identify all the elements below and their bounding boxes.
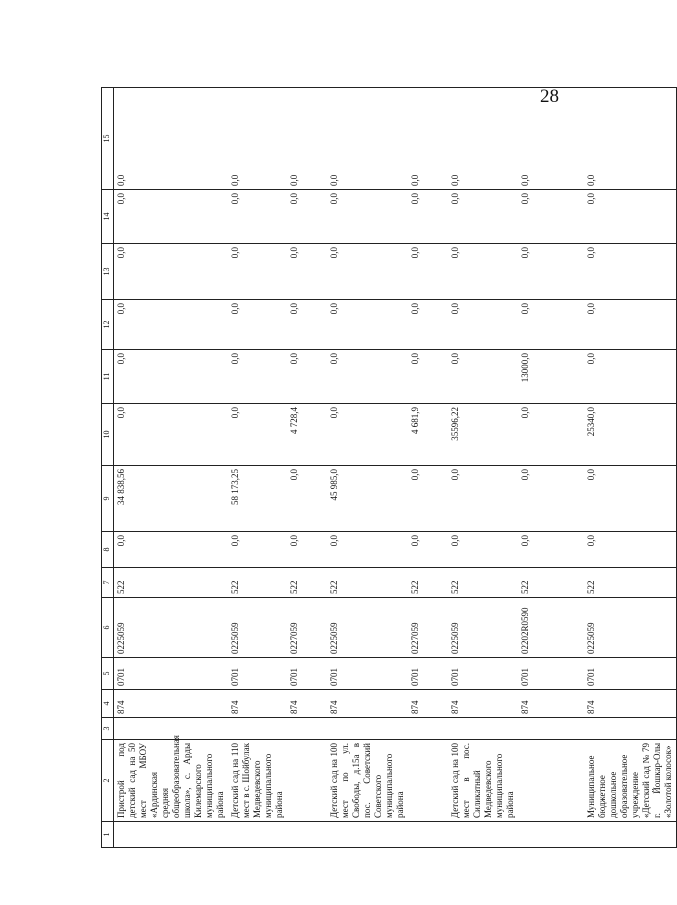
col-header-6: 6: [102, 598, 114, 658]
cell-value-9: 0,0: [448, 466, 518, 532]
cell-value-11: 0,0: [327, 350, 408, 404]
cell-value-9: 34 838,56: [114, 466, 229, 532]
cell-ministry-code: 874: [518, 690, 584, 718]
cell-value-10: 25340,0: [584, 404, 677, 466]
cell-value-8: 0,0: [448, 532, 518, 568]
cell-value-14: 0,0: [408, 190, 448, 244]
cell-value-12: 0,0: [327, 300, 408, 350]
cell-ministry-code: 874: [287, 690, 327, 718]
table-row: [287, 88, 327, 848]
col-header-3: 3: [102, 718, 114, 740]
cell-c3: [408, 718, 448, 740]
cell-value-8: 0,0: [228, 532, 287, 568]
cell-target-article: 0225059: [114, 598, 229, 658]
cell-expense-type: 522: [287, 568, 327, 598]
cell-expense-type: 522: [228, 568, 287, 598]
cell-value-15: 0,0: [228, 88, 287, 190]
cell-value-11: 0,0: [448, 350, 518, 404]
cell-c3: [327, 718, 408, 740]
cell-ministry-code: 874: [228, 690, 287, 718]
cell-value-15: 0,0: [327, 88, 408, 190]
cell-expense-type: 522: [114, 568, 229, 598]
col-header-13: 13: [102, 244, 114, 300]
cell-section-code: 0701: [287, 658, 327, 690]
cell-value-11: 0,0: [287, 350, 327, 404]
cell-value-10: 4 681,9: [408, 404, 448, 466]
cell-object-name: Муниципальное бюджетное дошкольное образовательное учреждение «Детский сад № 79 г. Йошкар-Олы «Золотой колосок»: [584, 740, 677, 822]
cell-value-10: 0,0: [228, 404, 287, 466]
cell-value-9: 45 985,0: [327, 466, 408, 532]
cell-value-12: 0,0: [448, 300, 518, 350]
cell-target-article: 0227059: [287, 598, 327, 658]
cell-c1: [228, 822, 287, 848]
cell-value-8: 0,0: [408, 532, 448, 568]
cell-c3: [287, 718, 327, 740]
cell-object-name: Детский сад на 100 мест по ул. Свободы, д.15а в пос. Советский Советского муниципального района: [327, 740, 408, 822]
cell-value-10: 0,0: [114, 404, 229, 466]
cell-section-code: 0701: [114, 658, 229, 690]
cell-value-8: 0,0: [114, 532, 229, 568]
cell-object-name: [408, 740, 448, 822]
cell-c1: [114, 822, 229, 848]
cell-value-9: 58 173,25: [228, 466, 287, 532]
cell-value-14: 0,0: [114, 190, 229, 244]
cell-value-11: 0,0: [228, 350, 287, 404]
cell-target-article: 0225059: [327, 598, 408, 658]
col-header-14: 14: [102, 190, 114, 244]
cell-target-article: 0227059: [408, 598, 448, 658]
cell-target-article: 02202R0590: [518, 598, 584, 658]
cell-value-14: 0,0: [518, 190, 584, 244]
cell-section-code: 0701: [518, 658, 584, 690]
cell-section-code: 0701: [448, 658, 518, 690]
column-number-row: [102, 88, 114, 848]
cell-value-13: 0,0: [448, 244, 518, 300]
cell-c1: [327, 822, 408, 848]
cell-value-10: 35596,22: [448, 404, 518, 466]
cell-value-11: 0,0: [408, 350, 448, 404]
cell-value-13: 0,0: [327, 244, 408, 300]
table-row: [114, 88, 229, 848]
cell-expense-type: 522: [327, 568, 408, 598]
cell-value-11: 0,0: [114, 350, 229, 404]
cell-ministry-code: 874: [327, 690, 408, 718]
col-header-7: 7: [102, 568, 114, 598]
cell-value-11: 13000,0: [518, 350, 584, 404]
cell-c1: [518, 822, 584, 848]
cell-value-12: 0,0: [114, 300, 229, 350]
cell-object-name: [287, 740, 327, 822]
cell-c1: [584, 822, 677, 848]
cell-ministry-code: 874: [408, 690, 448, 718]
table-row: [518, 88, 584, 848]
cell-value-9: 0,0: [584, 466, 677, 532]
cell-c1: [287, 822, 327, 848]
cell-value-12: 0,0: [584, 300, 677, 350]
cell-c1: [448, 822, 518, 848]
cell-value-11: 0,0: [584, 350, 677, 404]
col-header-12: 12: [102, 300, 114, 350]
cell-value-8: 0,0: [584, 532, 677, 568]
cell-value-15: 0,0: [518, 88, 584, 190]
cell-value-14: 0,0: [228, 190, 287, 244]
cell-c1: [408, 822, 448, 848]
col-header-2: 2: [102, 740, 114, 822]
cell-expense-type: 522: [584, 568, 677, 598]
page-number: 28: [540, 86, 559, 107]
cell-value-14: 0,0: [448, 190, 518, 244]
cell-target-article: 0225059: [584, 598, 677, 658]
cell-ministry-code: 874: [448, 690, 518, 718]
cell-value-9: 0,0: [287, 466, 327, 532]
cell-object-name: Пристрой под детский сад на 50 мест МБОУ «Ардинская средняя общеобразовательная школа», с. Арды Килемарского муниципального района: [114, 740, 229, 822]
cell-value-13: 0,0: [114, 244, 229, 300]
cell-value-15: 0,0: [584, 88, 677, 190]
table-row: [408, 88, 448, 848]
cell-value-13: 0,0: [287, 244, 327, 300]
col-header-9: 9: [102, 466, 114, 532]
col-header-4: 4: [102, 690, 114, 718]
table-row: [448, 88, 518, 848]
cell-value-15: 0,0: [287, 88, 327, 190]
cell-section-code: 0701: [327, 658, 408, 690]
cell-value-12: 0,0: [287, 300, 327, 350]
cell-section-code: 0701: [408, 658, 448, 690]
table-row: [228, 88, 287, 848]
cell-value-10: 0,0: [518, 404, 584, 466]
table-row: [327, 88, 408, 848]
cell-expense-type: 522: [408, 568, 448, 598]
cell-c3: [228, 718, 287, 740]
cell-ministry-code: 874: [114, 690, 229, 718]
cell-c3: [448, 718, 518, 740]
cell-expense-type: 522: [518, 568, 584, 598]
col-header-1: 1: [102, 822, 114, 848]
cell-c3: [518, 718, 584, 740]
cell-value-8: 0,0: [287, 532, 327, 568]
cell-object-name: Детский сад на 100 мест в пос. Силикатный Медведевского муниципального района: [448, 740, 518, 822]
cell-c3: [584, 718, 677, 740]
cell-value-8: 0,0: [327, 532, 408, 568]
cell-ministry-code: 874: [584, 690, 677, 718]
cell-value-12: 0,0: [408, 300, 448, 350]
col-header-10: 10: [102, 404, 114, 466]
cell-value-13: 0,0: [518, 244, 584, 300]
cell-expense-type: 522: [448, 568, 518, 598]
cell-object-name: [518, 740, 584, 822]
cell-value-15: 0,0: [448, 88, 518, 190]
cell-target-article: 0225059: [448, 598, 518, 658]
table-row: [584, 88, 677, 848]
cell-value-8: 0,0: [518, 532, 584, 568]
cell-section-code: 0701: [228, 658, 287, 690]
cell-target-article: 0225059: [228, 598, 287, 658]
cell-section-code: 0701: [584, 658, 677, 690]
cell-value-10: 4 728,4: [287, 404, 327, 466]
col-header-8: 8: [102, 532, 114, 568]
cell-value-13: 0,0: [584, 244, 677, 300]
rotated-table-container: [101, 88, 673, 848]
cell-object-name: Детский сад на 110 мест в с. Шойбулак Медведевского муниципального района: [228, 740, 287, 822]
cell-value-15: 0,0: [408, 88, 448, 190]
cell-value-9: 0,0: [408, 466, 448, 532]
cell-value-14: 0,0: [327, 190, 408, 244]
cell-value-13: 0,0: [408, 244, 448, 300]
cell-value-10: 0,0: [327, 404, 408, 466]
cell-value-13: 0,0: [228, 244, 287, 300]
col-header-15: 15: [102, 88, 114, 190]
budget-table: [101, 87, 677, 848]
col-header-5: 5: [102, 658, 114, 690]
cell-value-12: 0,0: [518, 300, 584, 350]
col-header-11: 11: [102, 350, 114, 404]
cell-value-15: 0,0: [114, 88, 229, 190]
cell-value-14: 0,0: [584, 190, 677, 244]
cell-value-9: 0,0: [518, 466, 584, 532]
cell-value-12: 0,0: [228, 300, 287, 350]
cell-value-14: 0,0: [287, 190, 327, 244]
